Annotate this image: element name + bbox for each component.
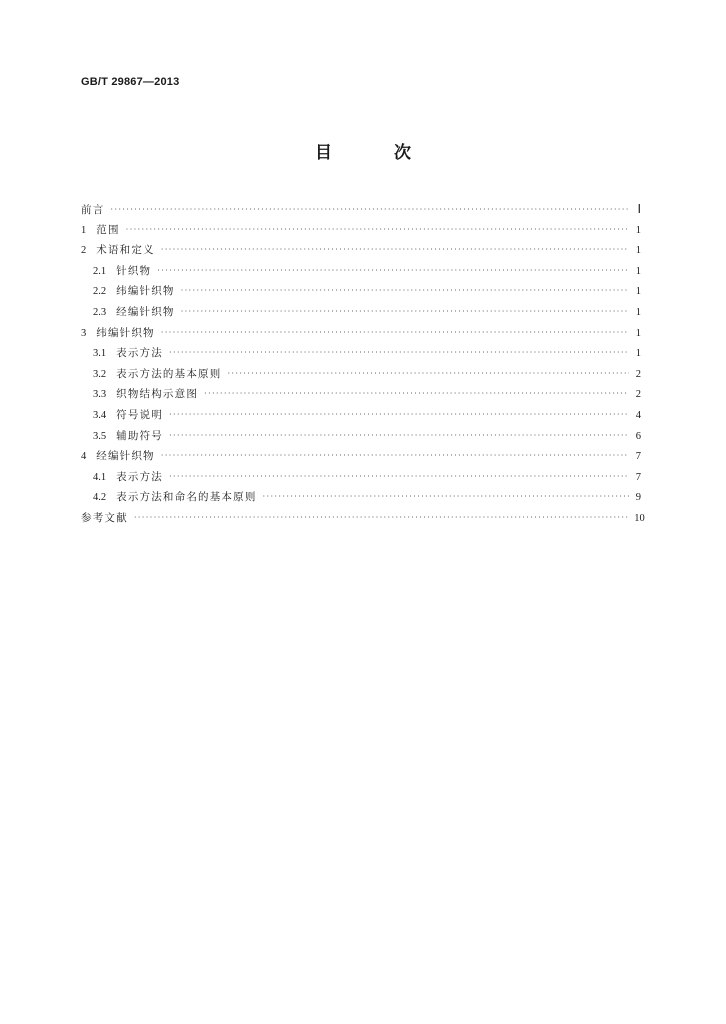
toc-entry-title: 织物结构示意图 — [116, 388, 199, 401]
toc-entry-weft-knit[interactable] — [81, 323, 641, 344]
toc-entry-title: 纬编针织物 — [116, 285, 175, 298]
toc-entry-number: 3.2 — [93, 368, 107, 380]
toc-entry-title: 参考文献 — [81, 511, 128, 524]
toc-entry-3-4[interactable] — [81, 405, 641, 426]
toc-entry-number: 4.1 — [93, 471, 107, 483]
toc-entry-page: 1 — [635, 265, 641, 277]
toc-leader-dots — [204, 384, 629, 405]
toc-entry-4-2[interactable] — [81, 487, 641, 508]
toc-entry-number: 3 — [81, 327, 87, 339]
toc-entry-bibliography[interactable] — [81, 508, 645, 529]
toc-entry-title: 针织物 — [116, 264, 152, 277]
toc-entry-title: 辅助符号 — [116, 429, 163, 442]
toc-leader-dots — [169, 343, 629, 364]
toc-entry-number: 2 — [81, 245, 87, 257]
standard-code: GB/T 29867—2013 — [81, 76, 180, 88]
toc-entry-page: 1 — [635, 224, 641, 236]
toc-leader-dots — [157, 261, 629, 282]
toc-entry-3-2[interactable] — [81, 364, 641, 385]
toc-entry-number: 4 — [81, 451, 87, 463]
toc-entry-3-1[interactable] — [81, 343, 641, 364]
toc-entry-scope[interactable] — [81, 220, 641, 241]
toc-entry-title: 表示方法 — [116, 470, 163, 483]
toc-leader-dots — [169, 405, 629, 426]
toc-leader-dots — [181, 302, 629, 323]
toc-entry-page: 10 — [634, 512, 645, 524]
toc-entry-page: 9 — [635, 492, 641, 504]
toc-entry-page: 1 — [635, 348, 641, 360]
toc-entry-number: 2.3 — [93, 306, 107, 318]
toc-entry-page: 6 — [635, 430, 641, 442]
toc-entry-title: 表示方法 — [116, 347, 163, 360]
toc-entry-2-2[interactable] — [81, 281, 641, 302]
toc-entry-page: 7 — [635, 451, 641, 463]
toc-entry-page: 7 — [635, 471, 641, 483]
toc-entry-title: 符号说明 — [116, 408, 163, 421]
toc-entry-terms[interactable] — [81, 240, 641, 261]
toc-entry-number: 3.4 — [93, 409, 107, 421]
toc-entry-title: 纬编针织物 — [96, 326, 155, 339]
toc-leader-dots — [227, 364, 629, 385]
page-title: 目 次 — [315, 143, 439, 163]
table-of-contents — [81, 199, 645, 529]
toc-entry-title: 表示方法的基本原则 — [116, 367, 222, 380]
toc-entry-page: 4 — [635, 409, 641, 421]
toc-leader-dots — [181, 281, 629, 302]
toc-entry-page: 1 — [635, 245, 641, 257]
toc-entry-number: 4.2 — [93, 492, 107, 504]
toc-entry-title: 表示方法和命名的基本原则 — [116, 491, 257, 504]
toc-leader-dots — [126, 220, 629, 241]
toc-entry-title: 经编针织物 — [116, 305, 175, 318]
toc-entry-number: 3.3 — [93, 389, 107, 401]
toc-leader-dots — [169, 467, 629, 488]
toc-entry-2-3[interactable] — [81, 302, 641, 323]
toc-entry-warp-knit[interactable] — [81, 446, 641, 467]
toc-entry-title: 经编针织物 — [96, 450, 155, 463]
toc-leader-dots — [110, 200, 629, 221]
toc-entry-number: 2.2 — [93, 286, 107, 298]
toc-leader-dots — [263, 487, 629, 508]
toc-entry-number: 3.5 — [93, 430, 107, 442]
toc-entry-title: 术语和定义 — [96, 244, 155, 257]
toc-entry-number: 1 — [81, 224, 87, 236]
toc-leader-dots — [169, 426, 629, 447]
toc-entry-page: Ⅰ — [637, 202, 641, 216]
toc-entry-2-1[interactable] — [81, 261, 641, 282]
toc-entry-page: 1 — [635, 286, 641, 298]
toc-entry-3-3[interactable] — [81, 384, 641, 405]
toc-entry-page: 2 — [635, 368, 641, 380]
toc-entry-4-1[interactable] — [81, 467, 641, 488]
toc-entry-title: 范围 — [96, 223, 120, 236]
toc-entry-page: 1 — [635, 327, 641, 339]
toc-entry-title: 前言 — [81, 204, 105, 216]
toc-entry-page: 1 — [635, 306, 641, 318]
toc-leader-dots — [161, 323, 629, 344]
toc-entry-foreword[interactable] — [81, 199, 641, 220]
toc-entry-number: 2.1 — [93, 265, 107, 277]
toc-leader-dots — [134, 508, 628, 529]
toc-entry-number: 3.1 — [93, 348, 107, 360]
toc-entry-3-5[interactable] — [81, 426, 641, 447]
toc-entry-page: 2 — [635, 389, 641, 401]
toc-leader-dots — [161, 240, 629, 261]
toc-leader-dots — [161, 446, 629, 467]
